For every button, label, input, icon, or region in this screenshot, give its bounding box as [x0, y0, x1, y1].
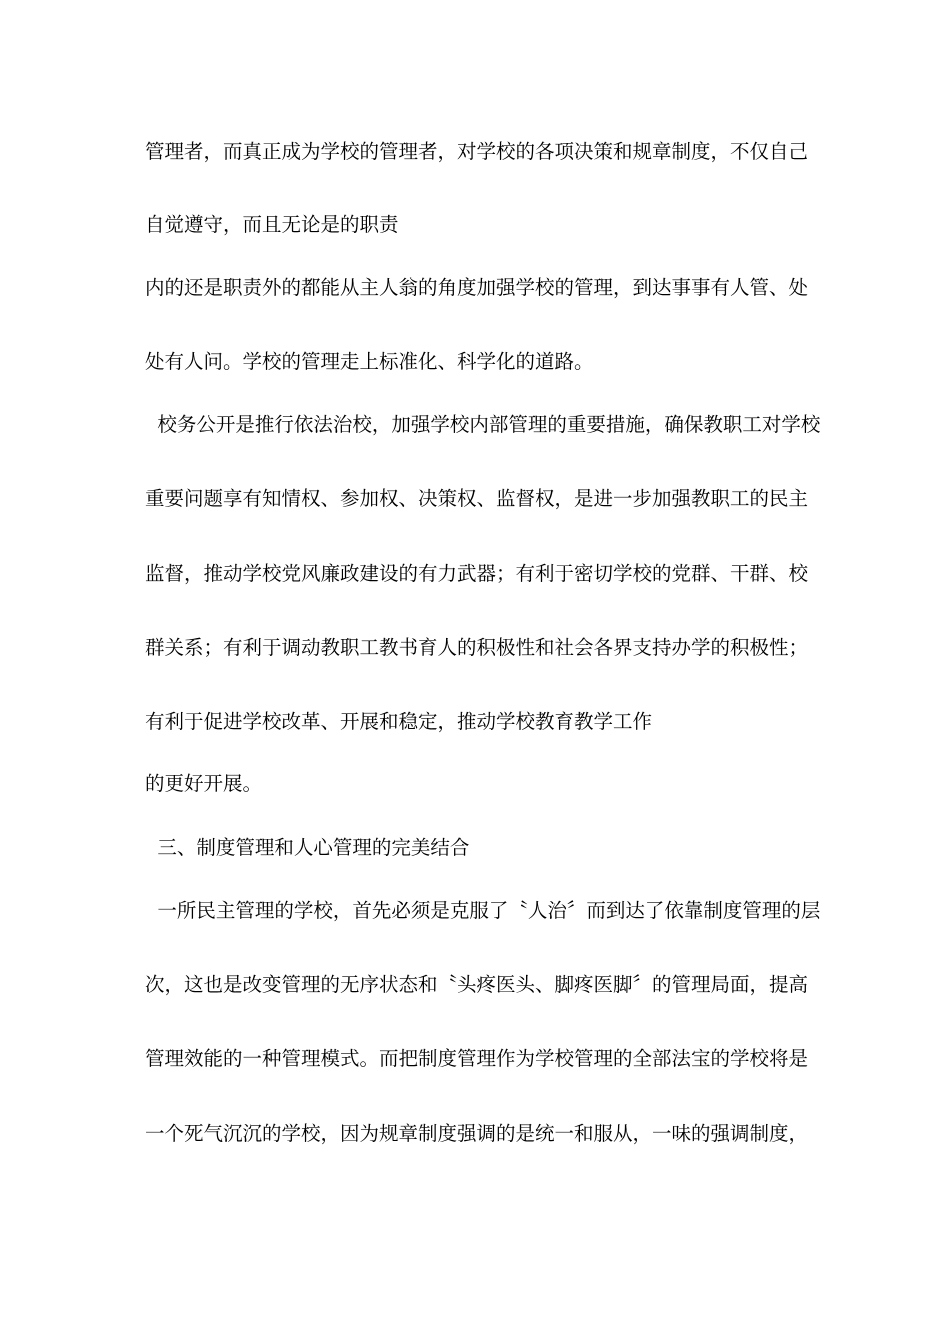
text-line: 处有人问。学校的管理走上标准化、科学化的道路。	[145, 350, 594, 373]
text-line: 自觉遵守，而且无论是的职责	[145, 213, 399, 236]
section-heading: 三、制度管理和人心管理的完美结合	[145, 836, 470, 859]
text-line: 监督，推动学校党风廉政建设的有力武器；有利于密切学校的党群、干群、校	[145, 562, 809, 585]
text-line: 次，这也是改变管理的无序状态和〝头疼医头、脚疼医脚〞的管理局面，提高	[145, 973, 809, 996]
text-line: 群关系；有利于调动教职工教书育人的积极性和社会各界支持办学的积极性；	[145, 636, 809, 659]
text-line: 一个死气沉沉的学校，因为规章制度强调的是统一和服从，一味的强调制度，	[145, 1122, 809, 1145]
text-line: 有利于促进学校改革、开展和稳定，推动学校教育教学工作	[145, 710, 653, 733]
text-line: 管理者，而真正成为学校的管理者，对学校的各项决策和规章制度，不仅自己	[145, 140, 809, 163]
text-line: 内的还是职责外的都能从主人翁的角度加强学校的管理，到达事事有人管、处	[145, 276, 809, 299]
text-line: 重要问题享有知情权、参加权、决策权、监督权，是进一步加强教职工的民主	[145, 487, 809, 510]
text-line: 一所民主管理的学校，首先必须是克服了〝人治〞而到达了依靠制度管理的层	[145, 899, 821, 922]
text-line: 校务公开是推行依法治校，加强学校内部管理的重要措施，确保教职工对学校	[145, 413, 821, 436]
text-line: 管理效能的一种管理模式。而把制度管理作为学校管理的全部法宝的学校将是	[145, 1047, 809, 1070]
text-line: 的更好开展。	[145, 772, 263, 795]
